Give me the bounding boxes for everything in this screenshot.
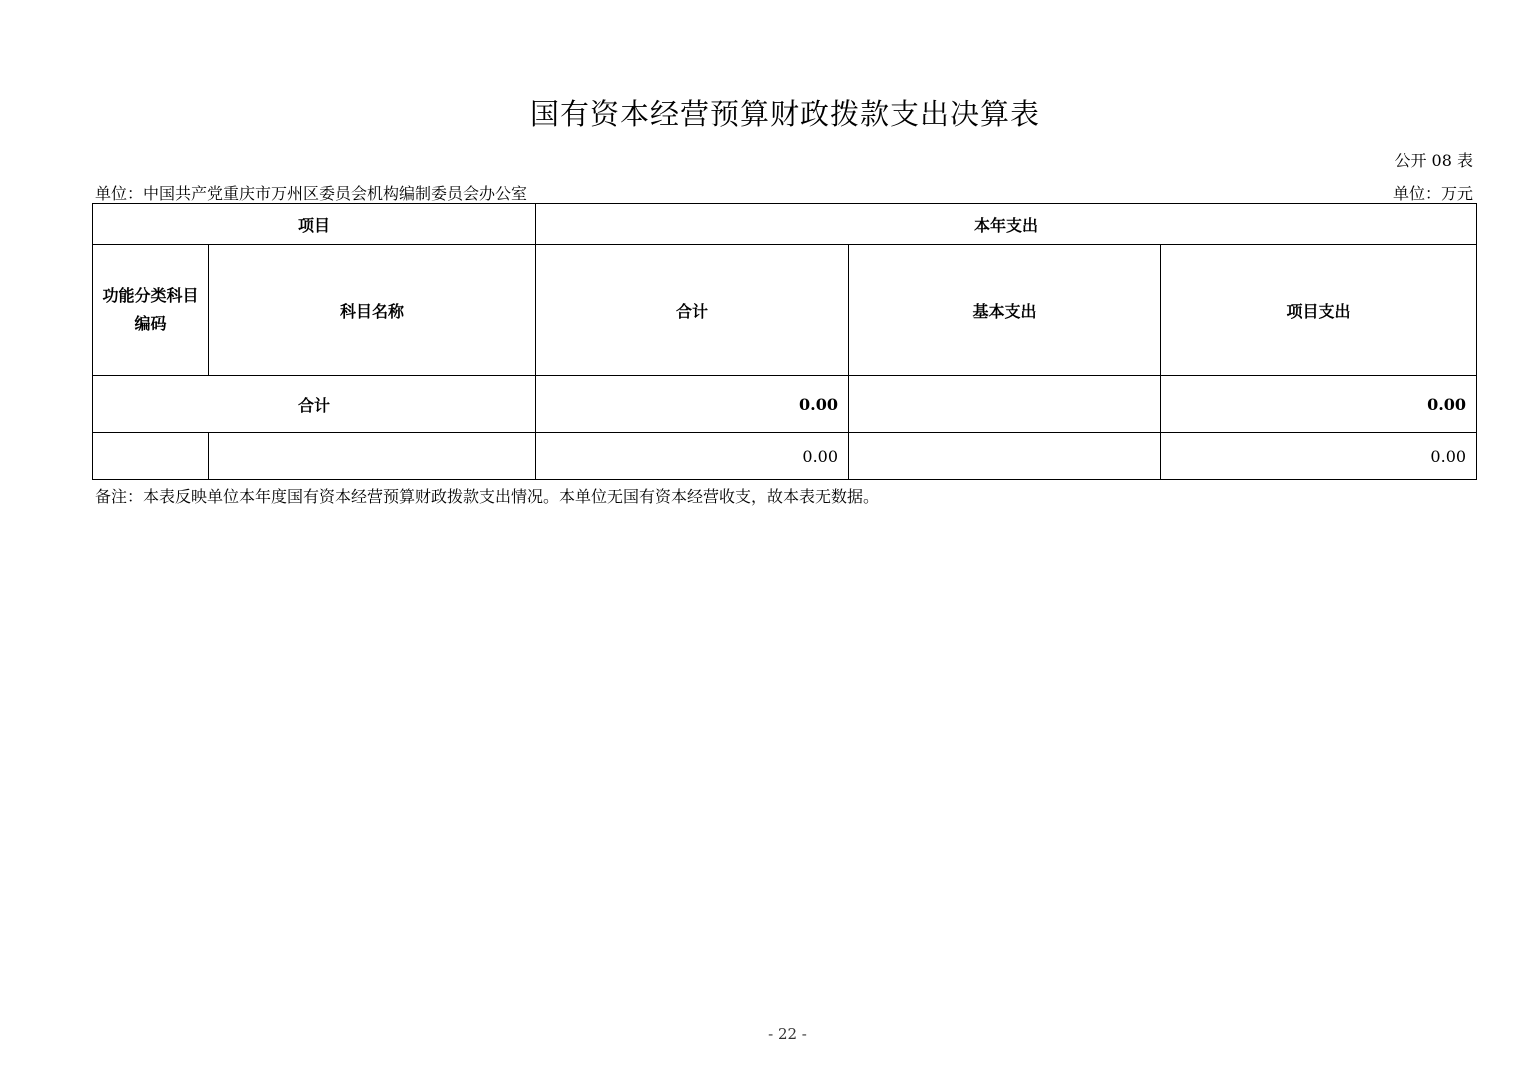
total-row (93, 376, 1477, 433)
reporting-unit: 单位：中国共产党重庆市万州区委员会机构编制委员会办公室 (95, 184, 528, 203)
header-row-2 (93, 245, 1477, 376)
total-row-label: 合计 (93, 376, 536, 433)
header-project-expense: 项目支出 (1161, 245, 1477, 376)
table-row (93, 433, 1477, 480)
row-total: 0.00 (536, 433, 849, 480)
table-note: 备注：本表反映单位本年度国有资本经营预算财政拨款支出情况。本单位无国有资本经营收支，故本表无数据。 (95, 487, 880, 506)
header-project: 项目 (93, 204, 536, 245)
expense-table (92, 203, 1477, 480)
row-subject-name (209, 433, 536, 480)
header-basic-expense: 基本支出 (849, 245, 1161, 376)
total-row-basic (849, 376, 1161, 433)
total-row-project: 0.00 (1161, 376, 1477, 433)
header-current-year-expense: 本年支出 (536, 204, 1477, 245)
header-row-1 (93, 204, 1477, 245)
header-code: 功能分类科目编码 (93, 245, 209, 376)
page-number: - 22 - (768, 1025, 807, 1043)
currency-unit: 单位：万元 (1392, 184, 1473, 203)
header-total: 合计 (536, 245, 849, 376)
form-number: 公开 08 表 (1394, 151, 1473, 170)
row-code (93, 433, 209, 480)
page-title: 国有资本经营预算财政拨款支出决算表 (529, 97, 1040, 131)
row-project: 0.00 (1161, 433, 1477, 480)
header-subject-name: 科目名称 (209, 245, 536, 376)
row-basic (849, 433, 1161, 480)
total-row-total: 0.00 (536, 376, 849, 433)
